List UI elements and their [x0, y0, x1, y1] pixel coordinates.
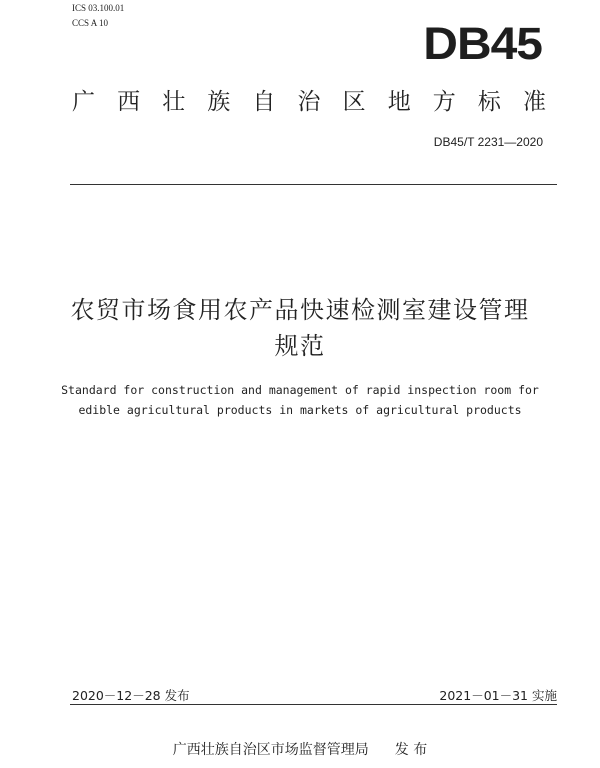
- issuer-name: 广西壮族自治区市场监督管理局: [172, 742, 369, 758]
- standard-number: DB45/T 2231—2020: [433, 135, 543, 149]
- issue-label: 发 布: [394, 742, 428, 758]
- implement-date: 2021－01－31 实施: [439, 688, 557, 703]
- title-zh-line2: 规范: [274, 332, 326, 360]
- standard-logo: DB45: [423, 19, 542, 70]
- title-en-line2: edible agricultural products in markets of agricultural products: [78, 403, 522, 417]
- standard-category: 广 西 壮 族 自 治 区 地 方 标 准: [72, 89, 546, 115]
- ccs-code: CCS A 10: [72, 18, 109, 28]
- issuer-line: [0, 741, 600, 759]
- ics-code: ICS 03.100.01: [72, 3, 125, 13]
- top-divider: [70, 184, 557, 185]
- title-en-line1: Standard for construction and management of rapid inspection room for: [61, 383, 539, 397]
- bottom-divider: [70, 704, 557, 705]
- publish-date: 2020－12－28 发布: [72, 688, 190, 703]
- title-zh-line1: 农贸市场食用农产品快速检测室建设管理: [70, 296, 530, 324]
